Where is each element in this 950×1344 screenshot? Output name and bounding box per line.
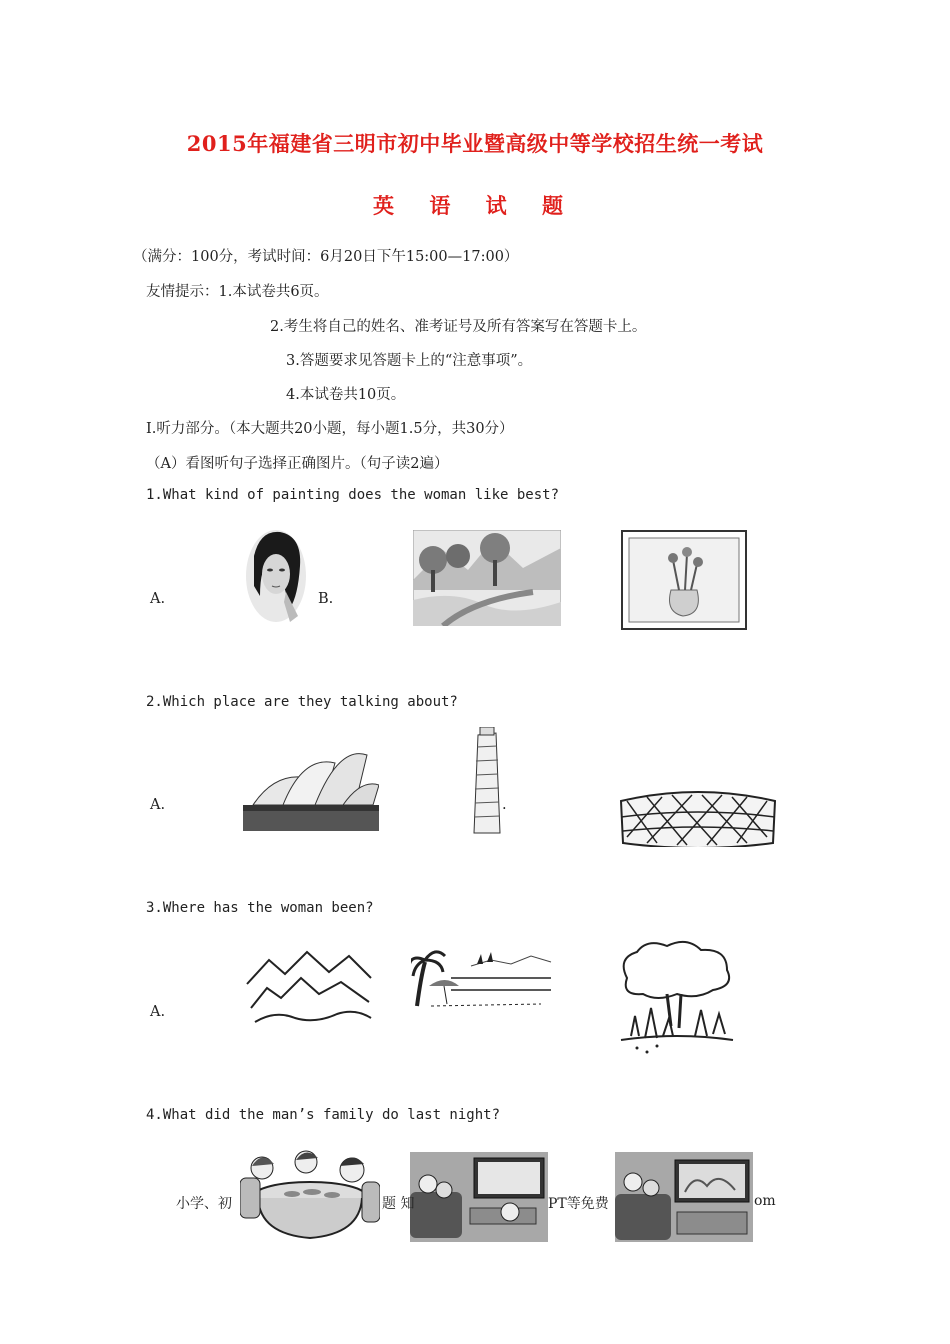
section-title: I.听力部分。（本大题共20小题，每小题1.5分，共30分） bbox=[146, 421, 514, 437]
leaning-tower-of-pisa-image bbox=[466, 727, 506, 837]
sydney-opera-house-image bbox=[243, 745, 379, 831]
footer-text-mid1: 题 知 bbox=[382, 1196, 415, 1212]
tip-2: 2.考生将自己的姓名、准考证号及所有答案写在答题卡上。 bbox=[270, 319, 647, 335]
landscape-painting-image bbox=[413, 530, 561, 626]
tip-1: 友情提示：1.本试卷共6页。 bbox=[146, 284, 329, 300]
watching-tv-2-image bbox=[615, 1152, 753, 1242]
exam-title: 2015年福建省三明市初中毕业暨高级中等学校招生统一考试 bbox=[186, 131, 764, 156]
mountains-image bbox=[245, 948, 373, 1024]
q1-option-b-label: B. bbox=[318, 591, 334, 607]
question-1: 1.What kind of painting does the woman like best? bbox=[146, 487, 560, 503]
question-4: 4.What did the man’s family do last night? bbox=[146, 1107, 501, 1123]
family-dinner-image bbox=[240, 1148, 380, 1242]
q3-option-a-label: A. bbox=[150, 1004, 166, 1020]
beach-image bbox=[411, 946, 553, 1012]
woman-portrait-image bbox=[240, 526, 312, 630]
footer-text-left: 小学、初 bbox=[176, 1196, 232, 1212]
question-3: 3.Where has the woman been? bbox=[146, 900, 374, 916]
tip-3: 3.答题要求见答题卡上的“注意事项”。 bbox=[286, 353, 533, 369]
score-time-info: （满分：100分，考试时间：6月20日下午15:00—17:00） bbox=[133, 249, 519, 265]
footer-text-right: om bbox=[754, 1193, 776, 1209]
tip-4: 4.本试卷共10页。 bbox=[286, 387, 406, 403]
birds-nest-stadium-image bbox=[617, 787, 779, 847]
question-2: 2.Which place are they talking about? bbox=[146, 694, 458, 710]
q2-option-b-label: . bbox=[502, 797, 507, 813]
watching-tv-image bbox=[410, 1152, 548, 1242]
q1-option-a-label: A. bbox=[150, 591, 166, 607]
q2-option-a-label: A. bbox=[150, 797, 166, 813]
part-a-instruction: （A）看图听句子选择正确图片。（句子读2遍） bbox=[146, 456, 449, 472]
forest-image bbox=[617, 938, 737, 1056]
footer-text-mid2: PT等免费 bbox=[548, 1196, 609, 1212]
flower-vase-painting-image bbox=[621, 530, 747, 630]
exam-subtitle: 英 语 试 题 bbox=[373, 193, 577, 218]
